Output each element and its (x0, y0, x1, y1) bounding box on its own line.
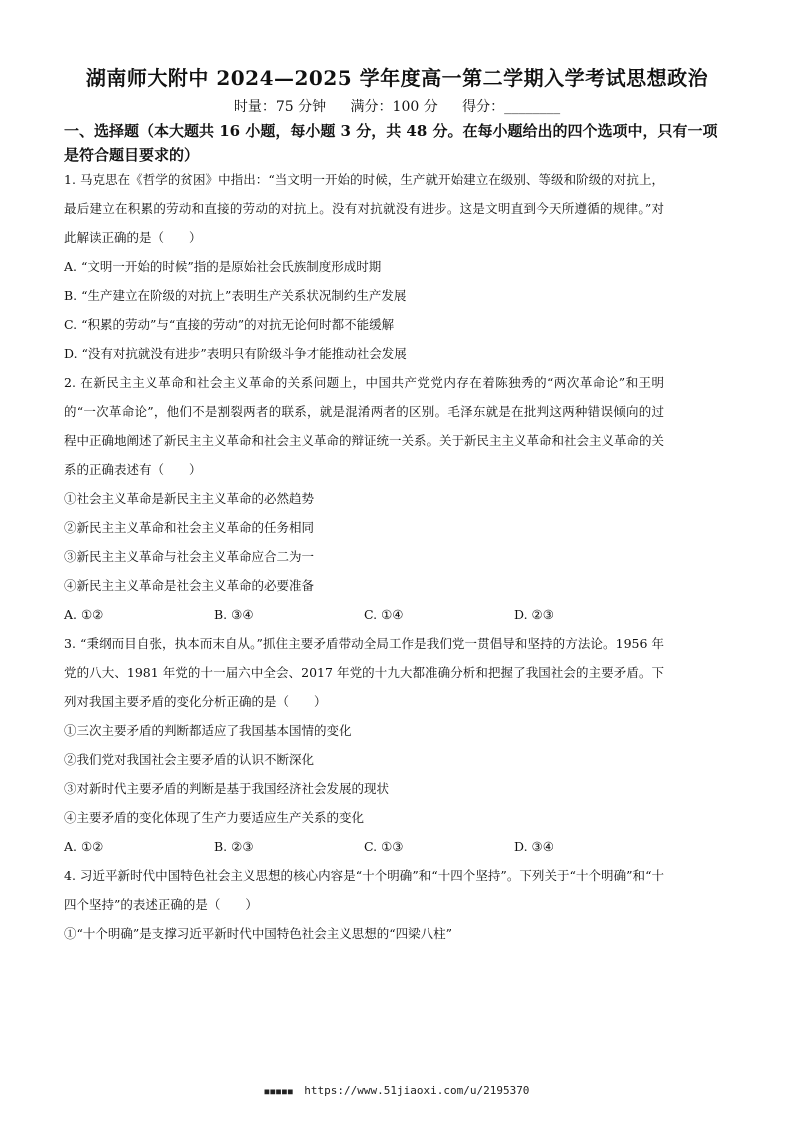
question-3-option-b: B. ②③ (214, 839, 254, 854)
exam-time: 时量：75 分钟 (233, 99, 327, 115)
question-3-option-a: A. ①② (64, 839, 104, 854)
question-4-stem: 4. 习近平新时代中国特色社会主义思想的核心内容是“十个明确”和“十四个坚持”。下列关于“十个明确”和“十四个坚持”的表述正确的是（ ） (64, 868, 664, 912)
question-2-options (64, 600, 664, 629)
question-2-option-a: A. ①② (64, 607, 104, 622)
question-3-statement-2: ②我们党对我国社会主要矛盾的认识不断深化 (64, 752, 315, 767)
question-2-option-b: B. ③④ (214, 607, 254, 622)
question-2-stem: 2. 在新民主主义革命和社会主义革命的关系问题上，中国共产党党内存在着陈独秀的“两次革命论”和王明的“一次革命论”，他们不是割裂两者的联系，就是混淆两者的区别。毛泽东就是在批判这两种错误倾向的过程中正确地阐述了新民主主义革命和社会主义革命的辩证统一关系。关于新民主主义革命和社会主义革命的关系的正确表述有（ ） (64, 375, 665, 477)
question-1-stem: 1. 马克思在《哲学的贫困》中指出：“当文明一开始的时候，生产就开始建立在级别、等级和阶级的对抗上，最后建立在积累的劳动和直接的劳动的对抗上。没有对抗就没有进步。这是文明直到今天所遵循的规律。”对此解读正确的是（ ） (64, 172, 664, 245)
question-3-statement-1: ①三次主要矛盾的判断都适应了我国基本国情的变化 (64, 723, 352, 738)
exam-meta (0, 96, 794, 116)
question-3-option-d: D. ③④ (514, 839, 554, 854)
question-3-options (64, 832, 664, 861)
question-2-option-c: C. ①④ (364, 607, 404, 622)
question-3-option-c: C. ①③ (364, 839, 404, 854)
exam-title: 湖南师大附中 2024—2025 学年度高一第二学期入学考试思想政治 (85, 66, 709, 90)
page-footer (0, 1084, 794, 1097)
question-2-statement-1: ①社会主义革命是新民主主义革命的必然趋势 (64, 491, 315, 506)
question-3-statement-4: ④主要矛盾的变化体现了生产力要适应生产关系的变化 (64, 810, 365, 825)
question-3-stem: 3. “秉纲而目自张，执本而末自从。”抓住主要矛盾带动全局工作是我们党一贯倡导和坚持的方法论。1956 年党的八大、1981 年党的十一届六中全会、2017 年党的十九大都准确分析和把握了我国社会的主要矛盾。下列对我国主要矛盾的变化分析正确的是（ ） (64, 636, 664, 709)
question-3-statement-3: ③对新时代主要矛盾的判断是基于我国经济社会发展的现状 (64, 781, 390, 796)
question-2-statement-2: ②新民主主义革命和社会主义革命的任务相同 (64, 520, 315, 535)
footer-url[interactable]: https://www.51jiaoxi.com/u/2195370 (304, 1084, 530, 1097)
exam-full-score: 满分：100 分 (350, 99, 438, 115)
exam-score-blank: 得分：________ (462, 99, 561, 115)
question-2-statement-3: ③新民主主义革命与社会主义革命应合二为一 (64, 549, 315, 564)
question-1-option-a: A. “文明一开始的时候”指的是原始社会氏族制度形成时期 (64, 259, 382, 274)
questions (64, 165, 664, 948)
footer-logo-mark: ■■■■■ (264, 1087, 294, 1096)
question-2-statement-4: ④新民主主义革命是社会主义革命的必要准备 (64, 578, 315, 593)
question-1-option-b: B. “生产建立在阶级的对抗上”表明生产关系状况制约生产发展 (64, 288, 407, 303)
question-2-option-d: D. ②③ (514, 607, 554, 622)
question-4-statement-1: ①“十个明确”是支撑习近平新时代中国特色社会主义思想的“四梁八柱” (64, 926, 453, 941)
question-1-option-d: D. “没有对抗就没有进步”表明只有阶级斗争才能推动社会发展 (64, 346, 407, 361)
question-1-option-c: C. “积累的劳动”与“直接的劳动”的对抗无论何时都不能缓解 (64, 317, 395, 332)
section-heading: 一、选择题（本大题共 16 小题，每小题 3 分，共 48 分。在每小题给出的四个选项中，只有一项是符合题目要求的） (64, 122, 718, 164)
